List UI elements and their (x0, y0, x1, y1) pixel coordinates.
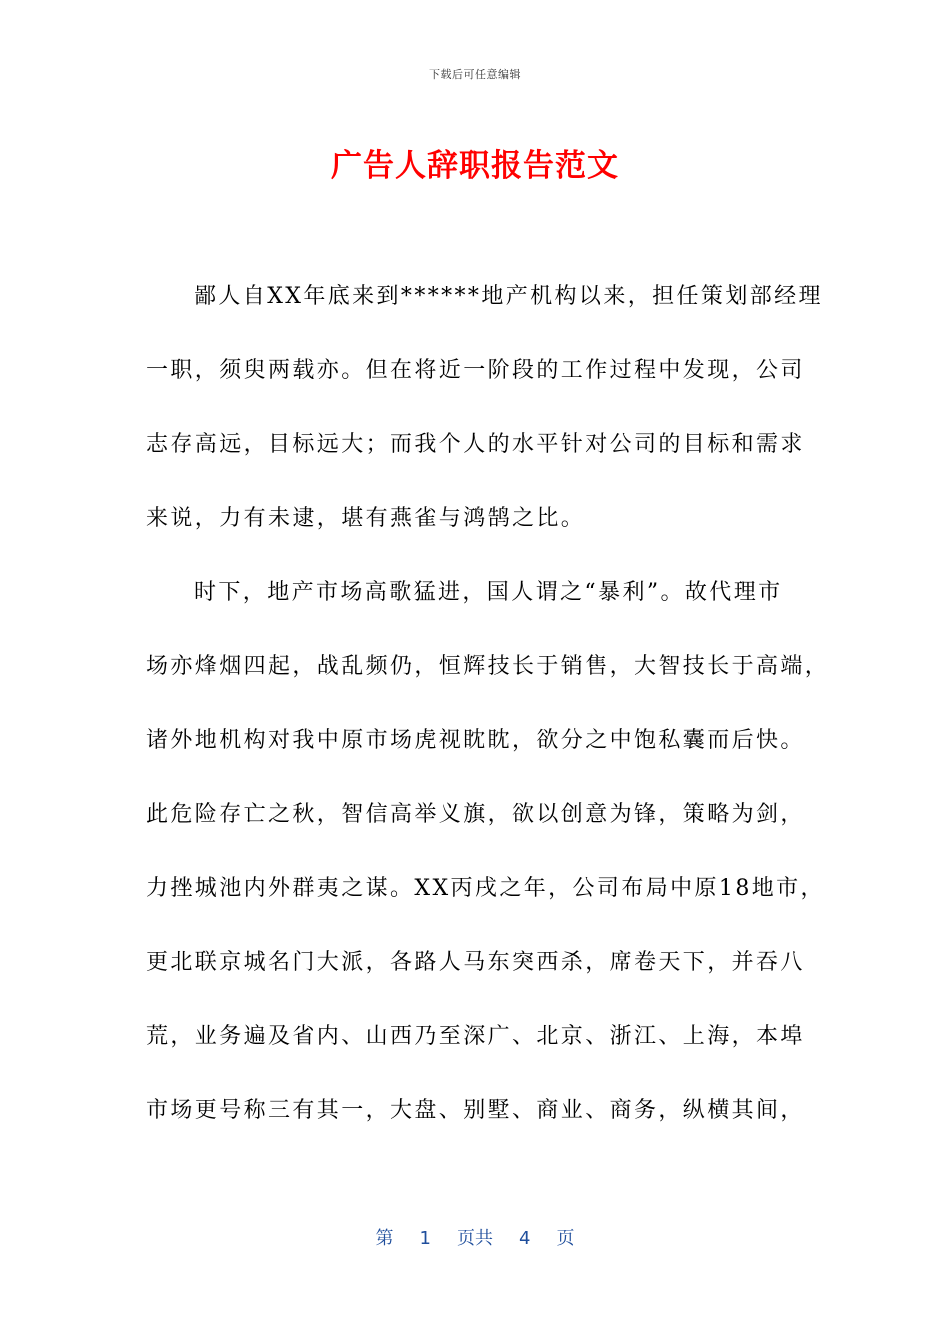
body-line: 场亦烽烟四起，战乱频仍，恒辉技长于销售，大智技长于高端， (146, 654, 830, 679)
total-page-count: 4 (519, 1228, 531, 1249)
body-line: 更北联京城名门大派，各路人马东突西杀，席卷天下，并吞八 (146, 950, 805, 975)
body-line: 一职，须臾两载亦。但在将近一阶段的工作过程中发现，公司 (146, 358, 805, 383)
body-line: 来说，力有未逮，堪有燕雀与鸿鹄之比。 (146, 506, 586, 531)
body-line: 时下，地产市场高歌猛进，国人谓之“暴利”。故代理市 (194, 580, 783, 605)
footer-suffix: 页 (556, 1228, 575, 1249)
footer-middle: 页共 (457, 1228, 493, 1249)
body-line: 荒，业务遍及省内、山西乃至深广、北京、浙江、上海，本埠 (146, 1024, 805, 1049)
document-title: 广告人辞职报告范文 (331, 148, 619, 184)
body-line: 诸外地机构对我中原市场虎视眈眈，欲分之中饱私囊而后快。 (146, 728, 805, 753)
document-body (146, 268, 830, 1156)
footer-prefix: 第 (375, 1228, 394, 1249)
body-line: 鄙人自XX年底来到******地产机构以来，担任策划部经理 (194, 284, 823, 309)
body-line: 力挫城池内外群夷之谋。XX丙戌之年，公司布局中原18地市， (146, 876, 825, 901)
body-line: 市场更号称三有其一，大盘、别墅、商业、商务，纵横其间， (146, 1098, 805, 1123)
header-note: 下载后可任意编辑 (429, 68, 521, 81)
page-number-footer (0, 1224, 950, 1250)
body-line: 此危险存亡之秋，智信高举义旗，欲以创意为锋，策略为剑， (146, 802, 805, 827)
current-page-number: 1 (419, 1228, 431, 1249)
body-line: 志存高远，目标远大；而我个人的水平针对公司的目标和需求 (146, 432, 805, 457)
